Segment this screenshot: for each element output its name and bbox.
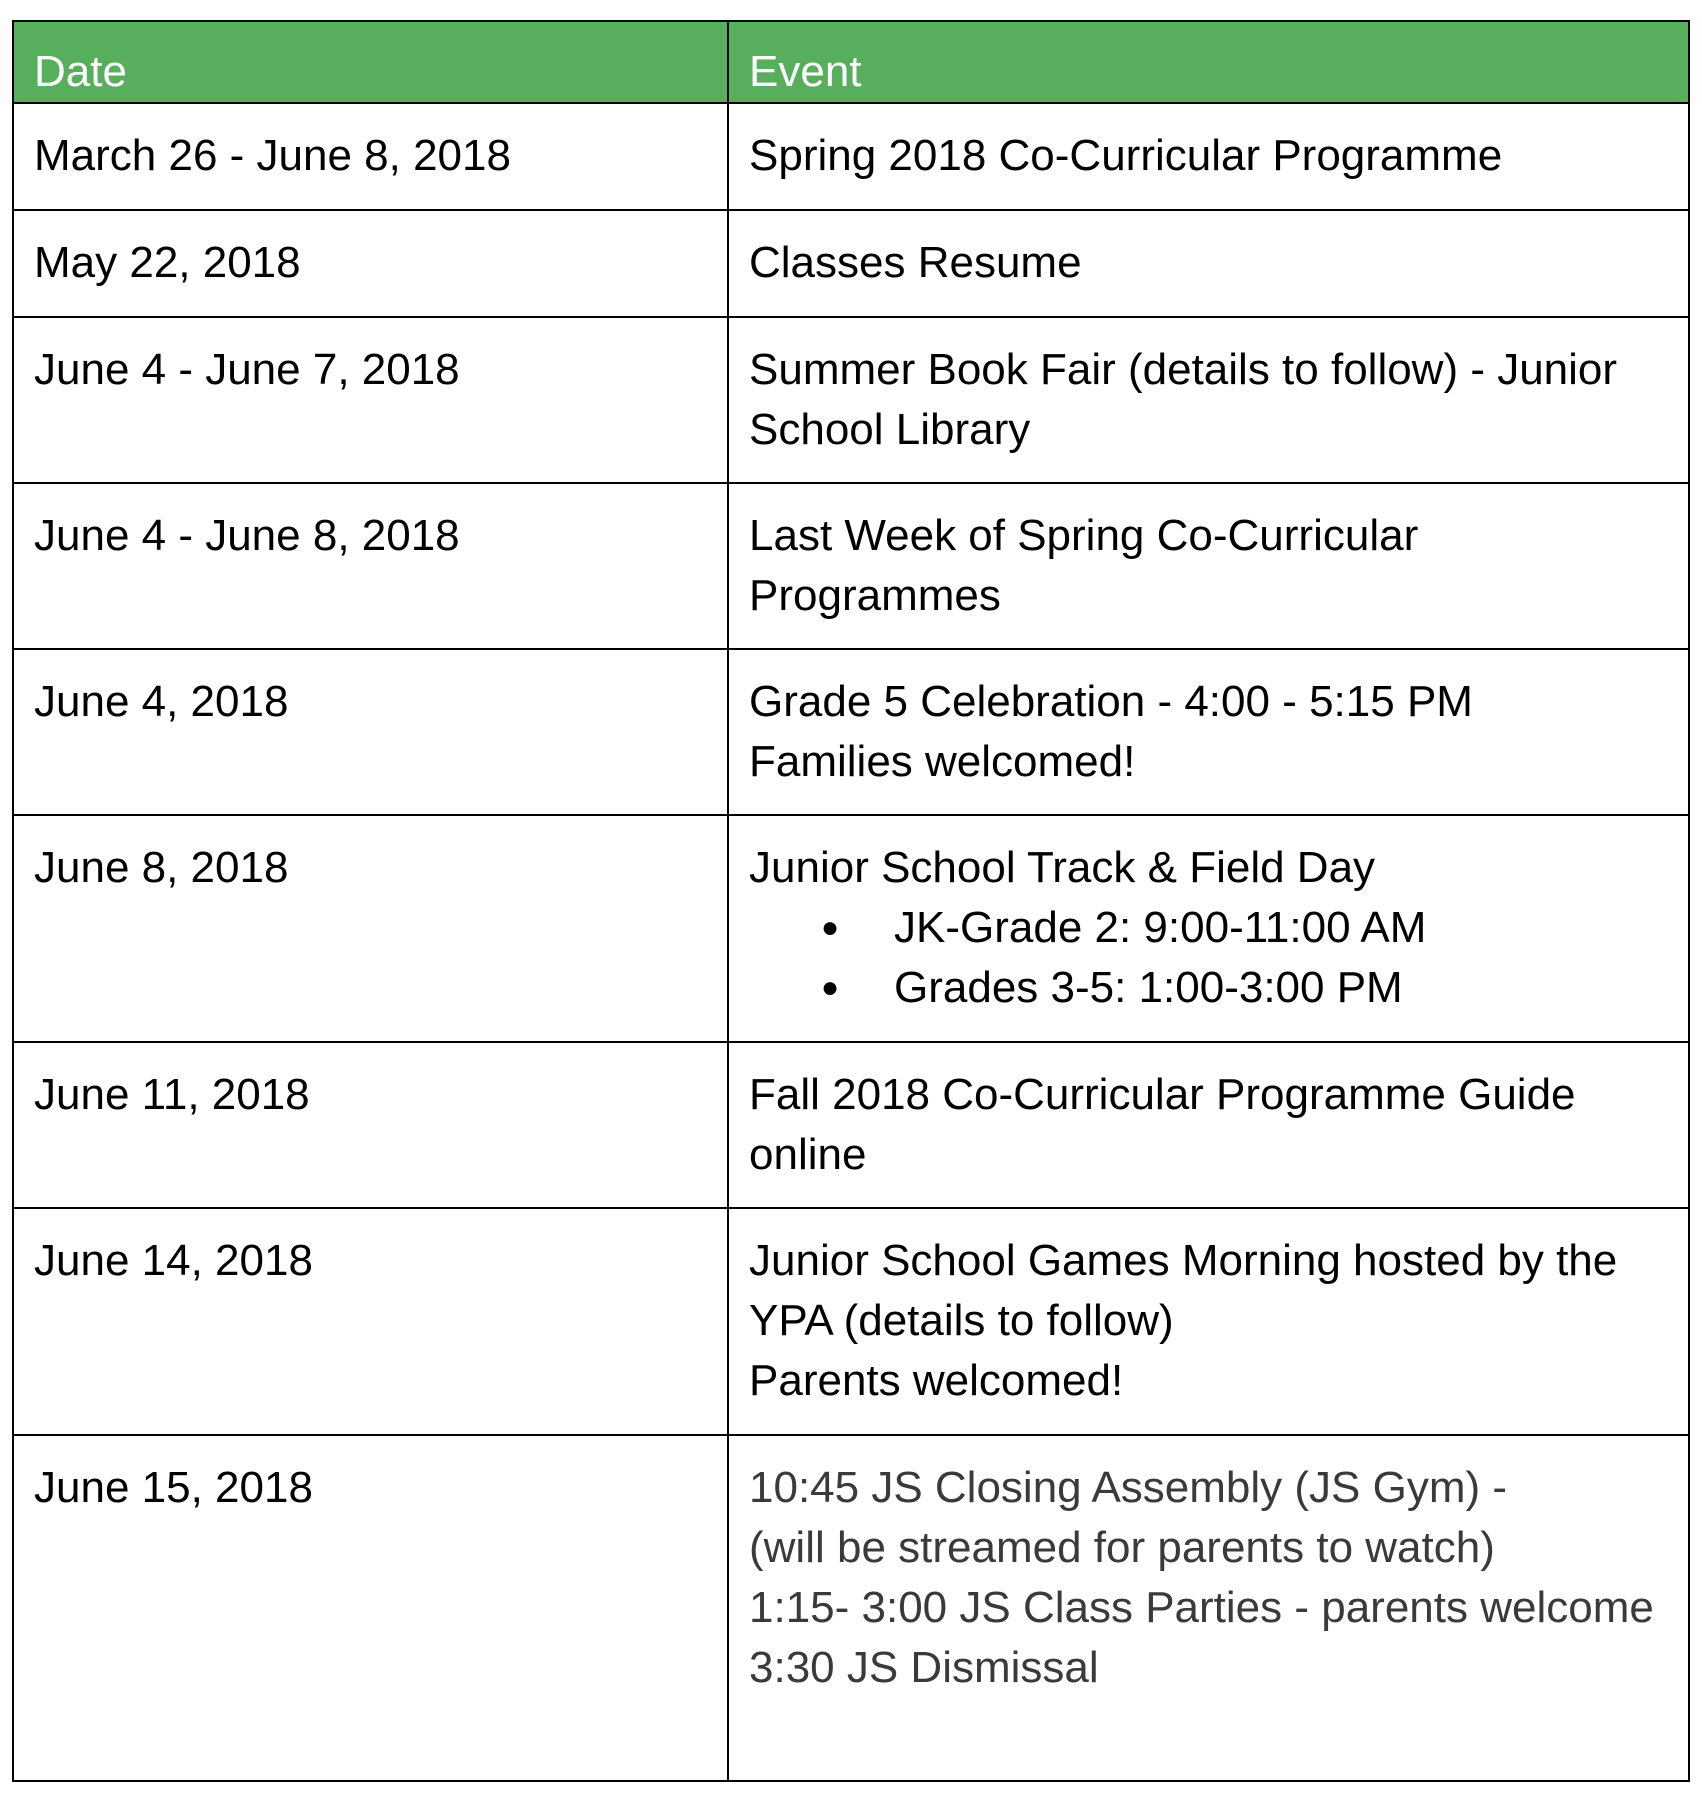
date-cell: May 22, 2018 [13,210,728,317]
table-row [13,815,1689,1042]
date-cell: June 4 - June 7, 2018 [13,317,728,483]
event-line: Last Week of Spring Co-Curricular [749,511,1419,560]
event-cell [728,483,1689,649]
event-line: School Library [749,405,1031,454]
event-line: Classes Resume [749,238,1082,287]
table-body [13,103,1689,1781]
table-row [13,1435,1689,1781]
bullet-item [749,958,1668,1018]
bullet-icon: ● [821,911,840,944]
table-row [13,1042,1689,1208]
date-column-header: Date [13,21,728,103]
event-line: 1:15- 3:00 JS Class Parties - parents welcome [749,1583,1654,1632]
event-column-header: Event [728,21,1689,103]
table-row [13,103,1689,210]
event-line: Summer Book Fair (details to follow) - Junior [749,345,1618,394]
event-line: Fall 2018 Co-Curricular Programme Guide [749,1070,1576,1119]
date-cell: March 26 - June 8, 2018 [13,103,728,210]
event-line: Programmes [749,571,1001,620]
event-cell [728,1042,1689,1208]
event-line: Junior School Games Morning hosted by the [749,1236,1618,1285]
event-cell [728,210,1689,317]
event-line: Parents welcomed! [749,1356,1124,1405]
event-cell [728,317,1689,483]
date-cell: June 8, 2018 [13,815,728,1042]
date-cell: June 15, 2018 [13,1435,728,1781]
event-line: Families welcomed! [749,737,1136,786]
bullet-text: JK-Grade 2: 9:00-11:00 AM [894,903,1427,952]
bullet-icon: ● [821,971,840,1004]
table-row [13,210,1689,317]
date-cell: June 14, 2018 [13,1208,728,1435]
table-row [13,1208,1689,1435]
date-cell: June 11, 2018 [13,1042,728,1208]
date-cell: June 4 - June 8, 2018 [13,483,728,649]
event-line: Junior School Track & Field Day [749,843,1376,892]
table-header [13,21,1689,103]
event-line: online [749,1130,867,1179]
event-cell [728,1435,1689,1781]
date-cell: June 4, 2018 [13,649,728,815]
bullet-item [749,898,1668,958]
event-line: Grade 5 Celebration - 4:00 - 5:15 PM [749,677,1473,726]
table-row [13,317,1689,483]
event-line: 10:45 JS Closing Assembly (JS Gym) - [749,1463,1508,1512]
event-bullet-list [749,898,1668,1018]
event-cell [728,815,1689,1042]
event-cell [728,103,1689,210]
table-row [13,483,1689,649]
event-line: YPA (details to follow) [749,1296,1174,1345]
event-line: (will be streamed for parents to watch) [749,1523,1495,1572]
event-line: Spring 2018 Co-Curricular Programme [749,131,1503,180]
event-line: 3:30 JS Dismissal [749,1643,1099,1692]
bullet-text: Grades 3-5: 1:00-3:00 PM [894,963,1403,1012]
table-row [13,649,1689,815]
event-cell [728,1208,1689,1435]
schedule-table [12,20,1690,1782]
header-row [13,21,1689,103]
event-cell [728,649,1689,815]
